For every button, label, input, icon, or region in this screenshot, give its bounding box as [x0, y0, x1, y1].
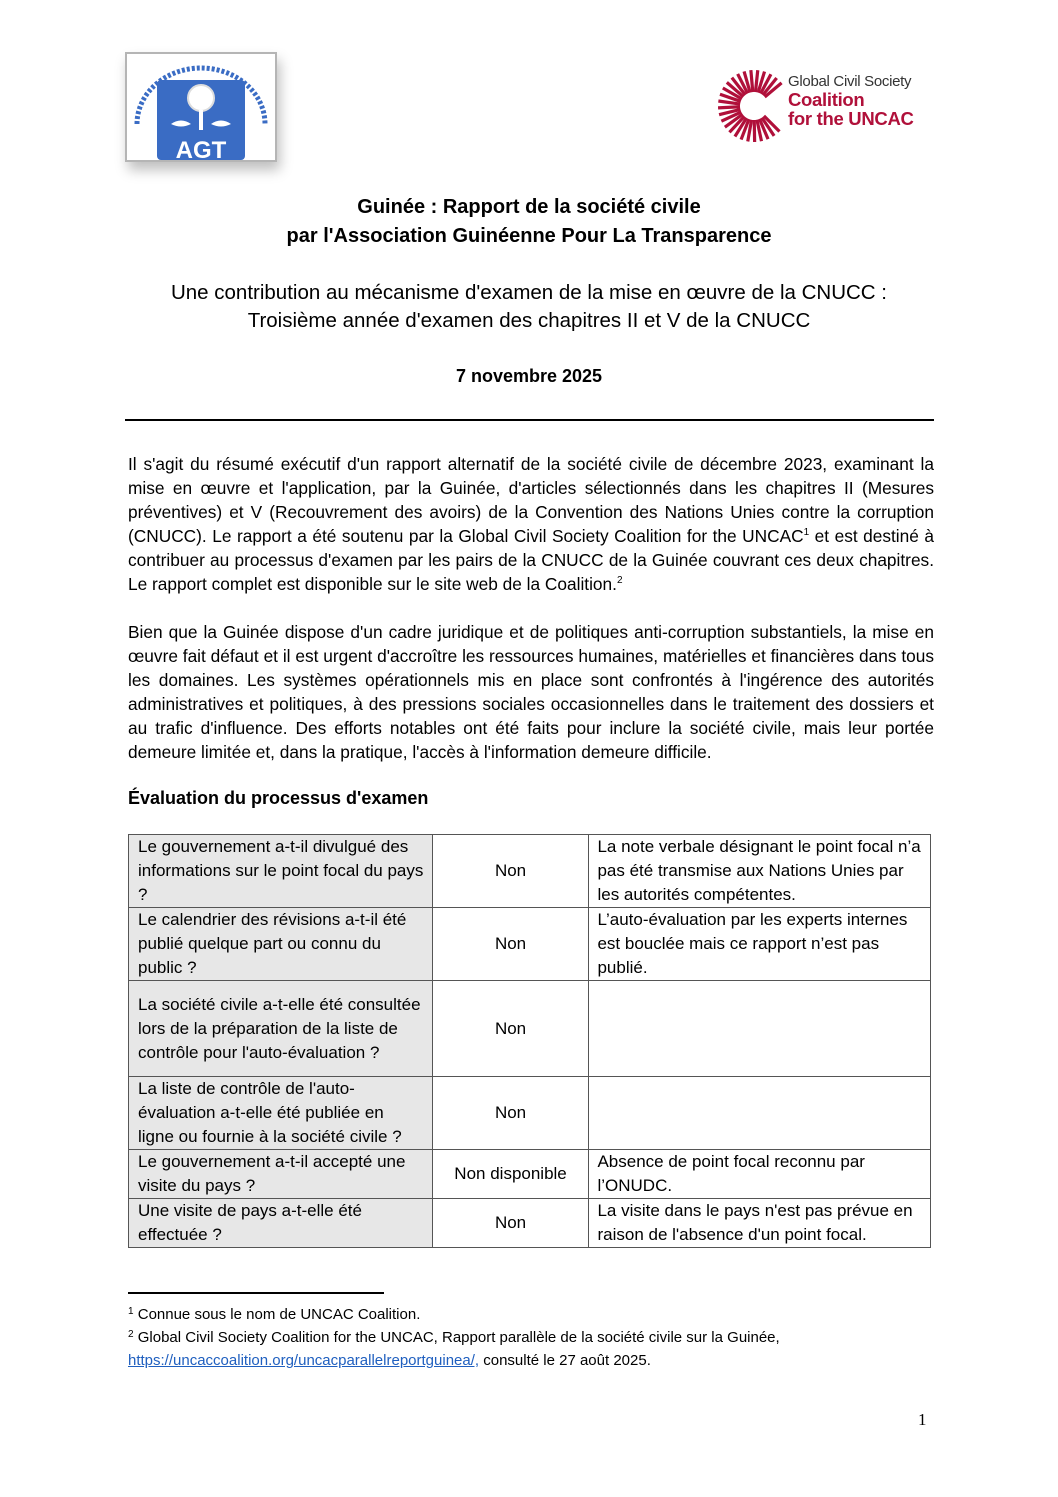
question-cell: Une visite de pays a-t-elle été effectuée ?	[129, 1199, 433, 1248]
review-process-table	[128, 834, 931, 1248]
comment-cell	[589, 1077, 931, 1150]
footnote-ref-2[interactable]: 2	[616, 575, 623, 586]
para1-text-b: et est destiné à contribuer au processus d'examen par les pairs de la CNUCC de la Guinée couvrant ces deux chapitres. Le rapport complet est disponible sur le site web de la Coalition.	[128, 526, 934, 594]
comment-cell	[589, 981, 931, 1077]
table-row	[129, 981, 931, 1077]
report-date: 7 novembre 2025	[455, 366, 603, 386]
footnote-2-accessed: consulté le 27 août 2025.	[479, 1352, 651, 1369]
table-row	[129, 1199, 931, 1248]
answer-cell: Non	[432, 1199, 589, 1248]
question-cell: Le gouvernement a-t-il accepté une visite du pays ?	[129, 1150, 433, 1199]
answer-cell: Non	[432, 835, 589, 908]
comment-cell: La note verbale désignant le point focal n’a pas été transmise aux Nations Unies par les autorités compétentes.	[589, 835, 931, 908]
question-cell: La liste de contrôle de l'auto-évaluation a-t-elle été publiée en ligne ou fournie à la société civile ?	[129, 1077, 433, 1150]
section-heading: Évaluation du processus d'examen	[128, 788, 429, 808]
footnote-1	[128, 1303, 780, 1326]
logo-line-1: Global Civil Society	[788, 73, 912, 90]
assessment-paragraph: Bien que la Guinée dispose d'un cadre juridique et de politiques anti-corruption substantiels, la mise en œuvre fait défaut et il est urgent d'accroître les ressources humaines, matérielles et financières dans tous les domaines. Les systèmes opérationnels mis en place sont confrontés à l'ingérence des autorités administratives et politiques, à des pressions sociales occasionnelles dans le traitement des dossiers et au trafic d'influence. Des efforts notables ont été faits pour inclure la société civile, mais leur portée demeure limitée et, dans la pratique, l'accès à l'information demeure difficile.	[128, 622, 934, 762]
header-divider	[125, 419, 934, 421]
comment-cell: L’auto-évaluation par les experts internes est bouclée mais ce rapport n’est pas publié.	[589, 908, 931, 981]
footnote-2-text: Global Civil Society Coalition for the UNCAC, Rapport parallèle de la société civile sur la Guinée,	[133, 1329, 780, 1346]
report-subtitle-line-2: Troisième année d'examen des chapitres II et V de la CNUCC	[247, 309, 811, 332]
footnotes	[128, 1303, 780, 1372]
footnote-1-number: 1	[128, 1306, 134, 1317]
sunburst-ray	[718, 107, 740, 108]
page-number: 1	[918, 1410, 927, 1429]
table-row	[129, 908, 931, 981]
para1-text-a: Il s'agit du résumé exécutif d'un rapport alternatif de la société civile de décembre 2023, examinant la mise en œuvre et l'application, par la Guinée, d'articles sélectionnés dans les chapitres II (Mesures préventives) et V (Recouvrement des avoirs) de la Convention des Nations Unies contre la corruption (CNUCC). Le rapport a été soutenu par la Global Civil Society Coalition for the UNCAC	[128, 454, 934, 546]
logo-line-2: Coalition	[788, 88, 865, 110]
sunburst-ray	[751, 70, 753, 92]
comment-cell: La visite dans le pays n'est pas prévue en raison de l'absence d'un point focal.	[589, 1199, 931, 1248]
sunburst-c-icon	[718, 66, 784, 146]
report-subtitle-line-1: Une contribution au mécanisme d'examen de la mise en œuvre de la CNUCC :	[170, 281, 888, 304]
report-title-line-2: par l'Association Guinéenne Pour La Transparence	[286, 225, 772, 247]
table-row	[129, 1150, 931, 1199]
footnote-1-text: Connue sous le nom de UNCAC Coalition.	[133, 1306, 421, 1323]
question-cell: La société civile a-t-elle été consultée lors de la préparation de la liste de contrôle pour l'auto-évaluation ?	[129, 981, 433, 1077]
agt-logo-text: AGT	[175, 137, 227, 160]
logo-line-3: for the UNCAC	[788, 108, 914, 130]
table-row	[129, 1077, 931, 1150]
answer-cell: Non	[432, 981, 589, 1077]
table-row	[129, 835, 931, 908]
agt-logo	[125, 52, 277, 162]
question-cell: Le calendrier des révisions a-t-il été publié quelque part ou connu du public ?	[129, 908, 433, 981]
footnote-2-number: 2	[128, 1329, 134, 1340]
footnote-2	[128, 1326, 780, 1349]
agt-logo-graphic	[127, 54, 275, 160]
footnote-divider	[128, 1292, 384, 1294]
answer-cell: Non disponible	[432, 1150, 589, 1199]
executive-summary-paragraph	[128, 452, 934, 596]
sunburst-ray	[755, 70, 757, 92]
footnote-2-cont	[128, 1349, 780, 1372]
footnote-ref-1[interactable]: 1	[803, 527, 810, 538]
report-title-line-1: Guinée : Rapport de la société civile	[357, 196, 701, 218]
question-cell: Le gouvernement a-t-il divulgué des informations sur le point focal du pays ?	[129, 835, 433, 908]
comment-cell: Absence de point focal reconnu par l’ONUDC.	[589, 1150, 931, 1199]
uncac-coalition-logo	[718, 66, 938, 146]
answer-cell: Non	[432, 908, 589, 981]
report-link[interactable]: https://uncaccoalition.org/uncacparallelreportguinea/,	[128, 1352, 480, 1369]
answer-cell: Non	[432, 1077, 589, 1150]
